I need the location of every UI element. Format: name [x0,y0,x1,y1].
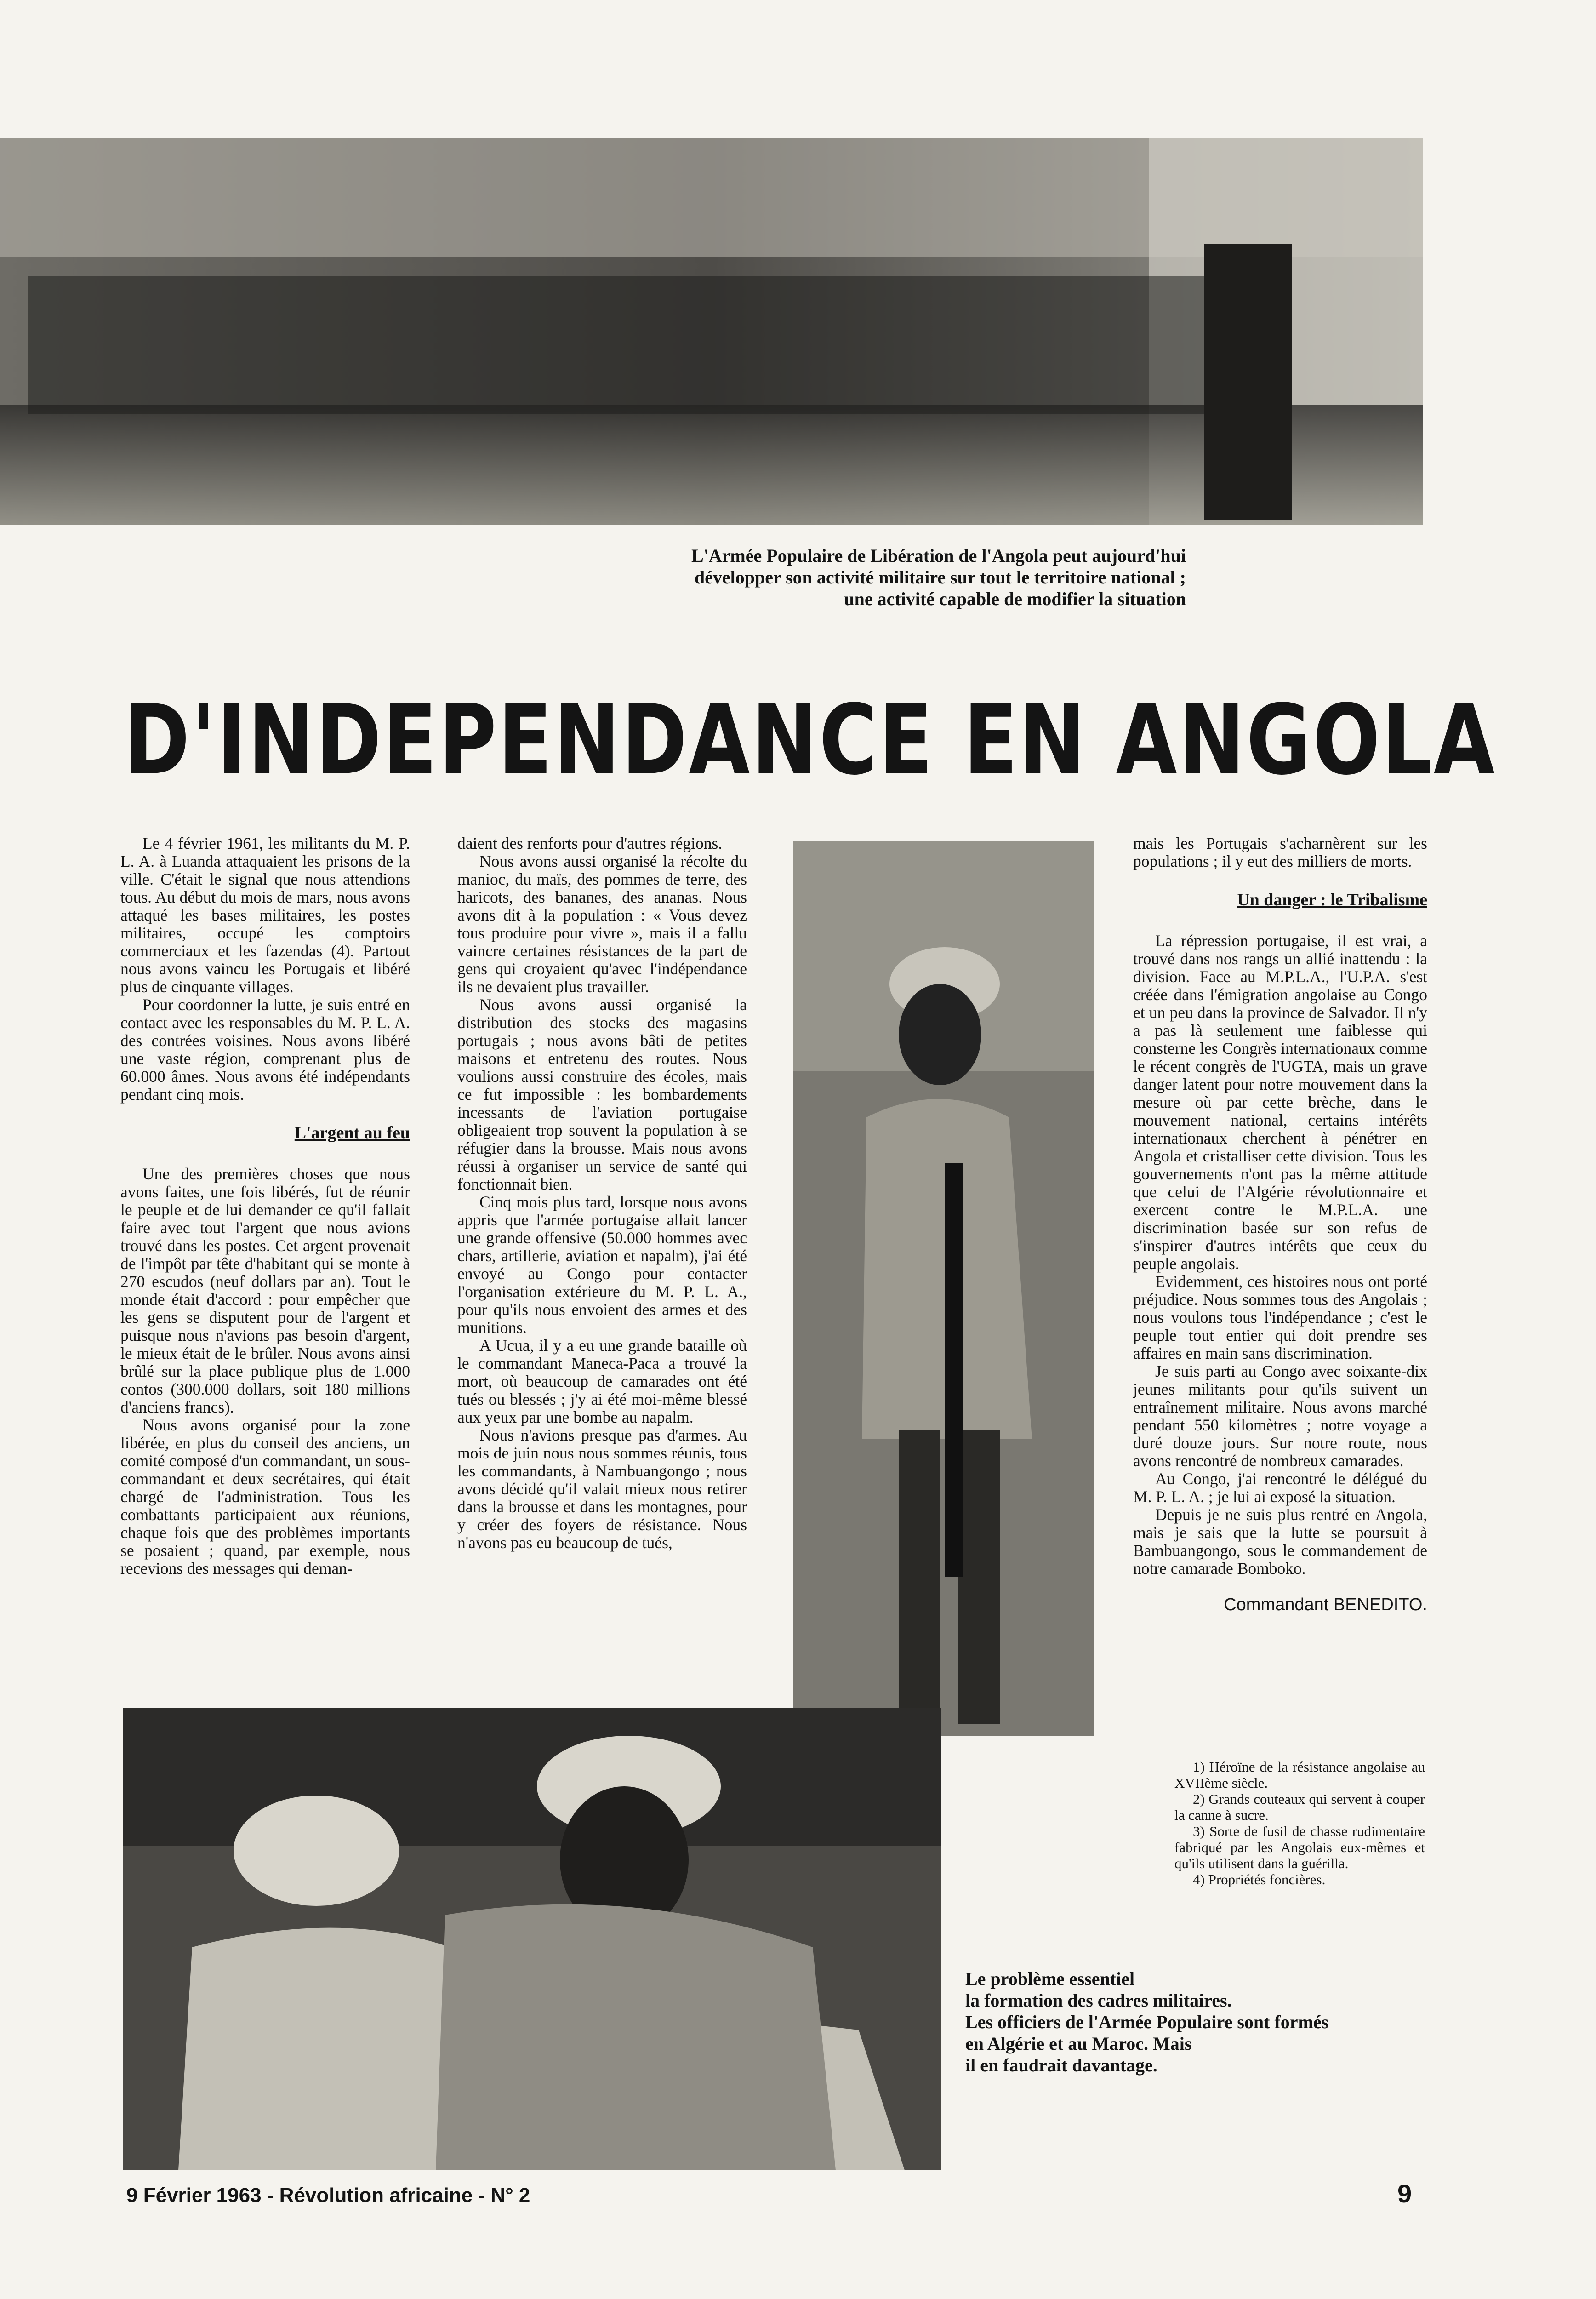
caption-top-line-2: développer son activité militaire sur tout le territoire national ; [694,567,1186,588]
caption-bottom-photo [965,1968,1402,2076]
paragraph: Evidemment, ces histoires nous ont porté préjudice. Nous sommes tous des Angolais ; nous voulons tous l'indépendance ; c'est le peuple tout entier qui doit prendre ses affaires en main sans discrimination. [1133,1272,1427,1362]
caption-top-line-1: L'Armée Populaire de Libération de l'Angola peut aujourd'hui [691,545,1186,566]
section-heading-argent: L'argent au feu [294,1123,410,1143]
paragraph: La répression portugaise, il est vrai, a trouvé dans nos rangs un allié inattendu : la division. Face au M.P.L.A., l'U.P.A. s'est créée dans l'émigration angolaise au Congo et un peu dans la province de Salvador. Il n'y a pas là seulement une faiblesse qui consterne les Congrès internationaux comme le récent congrès de l'UGTA, mais un grave danger latent pour notre mouvement dans la mesure où par cette brèche, dans le mouvement national, certains intérêts internationaux cherchent à pénétrer en Angola et cristalliser cette division. Tous les gouvernements n'ont pas la même attitude que celui de l'Algérie révolutionnaire et exercent contre le M.P.L.A. une discrimination basée sur son refus de s'inspirer d'autres intérêts que ceux du peuple angolais. [1133,932,1427,1273]
paragraph: Depuis je ne suis plus rentré en Angola, mais je sais que la lutte se poursuit à Bambuangongo, sous le commandement de notre camarade Bomboko. [1133,1505,1427,1578]
caption-top-line-3: une activité capable de modifier la situation [844,589,1186,609]
paragraph: Nous n'avions presque pas d'armes. Au mois de juin nous nous sommes réunis, tous les commandants, à Nambuangongo ; nous avons décidé qu'il valait mieux nous retirer dans la brousse et dans les montagnes, pour y créer des foyers de résistance. Nous n'avons pas eu beaucoup de tués, [457,1426,747,1552]
footnote-1: 1) Héroïne de la résistance angolaise au XVIIème siècle. [1174,1759,1425,1791]
caption-bottom-line-1: Le problème essentiel [965,1968,1135,1989]
footnote-2: 2) Grands couteaux qui servent à couper la canne à sucre. [1174,1791,1425,1823]
caption-bottom-line-5: il en faudrait davantage. [965,2055,1157,2076]
photo-top-illustration [0,138,1423,525]
signature: Commandant BENEDITO. [1224,1595,1427,1614]
photo-middle-illustration [793,841,1094,1736]
paragraph: Une des premières choses que nous avons faites, une fois libérés, fut de réunir le peuple et de lui demander ce qu'il fallait faire avec tout l'argent que nous avions trouvé dans les postes. Cet argent provenait de l'impôt par tête d'habitant qui se monte à 270 escudos (neuf dollars par an). Tout le monde était d'accord : pour empêcher que les gens se disputent pour de l'argent et puisque nous n'avions pas besoin d'argent, le mieux était de le brûler. Nous avons ainsi brûlé sur la place publique plus de 1.000 contos (300.000 dollars, soit 180 millions d'anciens francs). [120,1165,410,1416]
paragraph: Nous avons aussi organisé la récolte du manioc, du maïs, des pommes de terre, des haricots, des bananes, des ananas. Nous avons dit à la population : « Vous devez tous produire pour vivre », mais il a fallu vaincre certaines résistances de la part de gens qui croyaient qu'avec l'indépendance ils ne devaient plus travailler. [457,852,747,996]
paragraph: Le 4 février 1961, les militants du M. P. L. A. à Luanda attaquaient les prisons de la ville. C'était le signal que nous attendions tous. Au début du mois de mars, nous avons attaqué les bases militaires, les postes militaires, occupé les comptoirs commerciaux et les fazendas (4). Partout nous avons vaincu les Portugais et libéré plus de cinquante villages. [120,834,410,996]
paragraph: Au Congo, j'ai rencontré le délégué du M. P. L. A. ; je lui ai exposé la situation. [1133,1470,1427,1506]
paragraph: daient des renforts pour d'autres régions. [457,834,723,852]
caption-bottom-line-4: en Algérie et au Maroc. Mais [965,2033,1192,2054]
footnotes [1174,1759,1425,1887]
headline: D'INDEPENDANCE EN ANGOLA [124,684,1497,796]
paragraph: A Ucua, il y a eu une grande bataille où le commandant Maneca-Paca a trouvé la mort, où beaucoup de camarades ont été tués ou blessés ; j'y ai été moi-même blessé aux yeux par une bombe au napalm. [457,1336,747,1426]
article-column-1 [120,835,410,1578]
footnote-4: 4) Propriétés foncières. [1193,1871,1326,1887]
caption-bottom-line-2: la formation des cadres militaires. [965,1990,1232,2011]
photo-officers-map [123,1708,941,2170]
page-number: 9 [1397,2179,1412,2208]
footer-date-publication: 9 Février 1963 - Révolution africaine - N° 2 [126,2184,530,2207]
photo-bottom-illustration [123,1708,941,2170]
paragraph: mais les Portugais s'acharnèrent sur les populations ; il y eut des milliers de morts. [1133,834,1427,870]
footnote-3: 3) Sorte de fusil de chasse rudimentaire fabriqué par les Angolais eux-mêmes et qu'ils utilisent dans la guérilla. [1174,1823,1425,1871]
photo-marching-troops [0,138,1423,525]
article-column-2 [457,835,747,1552]
section-heading-tribalisme: Un danger : le Tribalisme [1237,890,1427,909]
paragraph: Nous avons organisé pour la zone libérée, en plus du conseil des anciens, un comité composé d'un commandant, un sous-commandant et deux secrétaires, qui était chargé de l'administration. Tous les combattants participaient aux réunions, chaque fois que des problèmes importants se posaient ; quand, par exemple, nous recevions des messages qui deman- [120,1416,410,1578]
paragraph: Cinq mois plus tard, lorsque nous avons appris que l'armée portugaise allait lancer une grande offensive (50.000 hommes avec chars, artillerie, aviation et napalm), j'ai été envoyé au Congo pour contacter l'organisation extérieure du M. P. L. A., pour qu'ils nous envoient des armes et des munitions. [457,1193,747,1337]
caption-bottom-line-3: Les officiers de l'Armée Populaire sont formés [965,2012,1329,2032]
paragraph: Nous avons aussi organisé la distribution des stocks des magasins portugais ; nous avons bâti de petites maisons et entretenu des routes. Nous voulions aussi construire des écoles, mais ce fut impossible : les bombardements incessants de l'aviation portugaise obligeaient trop souvent la population à se réfugier dans la brousse. Mais nous avons réussi à organiser un service de santé qui fonctionnait bien. [457,995,747,1193]
paragraph: Pour coordonner la lutte, je suis entré en contact avec les responsables du M. P. L. A. des contrées voisines. Nous avons libéré une vaste région, comprenant plus de 60.000 âmes. Nous avons été indépendants pendant cinq mois. [120,995,410,1104]
paragraph: Je suis parti au Congo avec soixante-dix jeunes militants pour qu'ils suivent un entraînement militaire. Nous avons marché pendant 550 kilomètres ; notre voyage a duré douze jours. Sur notre route, nous avons rencontré de nombreux camarades. [1133,1362,1427,1470]
caption-top-photo [487,545,1186,610]
photo-combatant [793,841,1094,1736]
article-column-3 [1133,835,1427,1614]
